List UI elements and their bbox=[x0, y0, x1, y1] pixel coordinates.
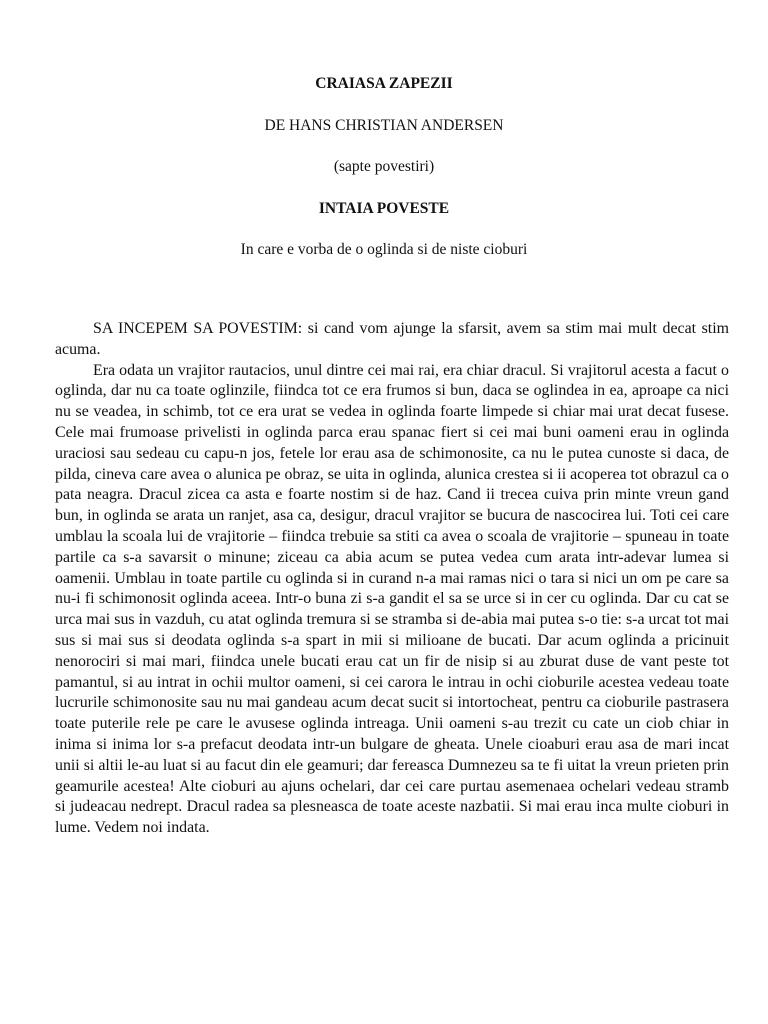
chapter-subtitle: In care e vorba de o oglinda si de niste cioburi bbox=[240, 241, 528, 258]
document-author: DE HANS CHRISTIAN ANDERSEN bbox=[264, 117, 504, 134]
paragraph-main: Era odata un vrajitor rautacios, unul dintre cei mai rai, era chiar dracul. Si vrajitorul acesta a facut o oglinda, dar nu ca toate oglinzile, fiindca tot ce era frumos si bun, daca se oglindea in ea, aproape ca nici nu se veadea, in schimb, tot ce era urat se vedea in oglinda foarte limpede si chiar mai urat decat fusese. Cele mai frumoase privelisti in oglinda parca erau spanac fiert si cei mai buni oameni erau in oglinda uraciosi sau sedeau cu capu-n jos, fetele lor erau asa de schimonosite, ca nu le putea cunoste si daca, de pilda, cineva care avea o alunica pe obraz, se uita in oglinda, alunica crestea si ii acoperea tot obrazul ca o pata neagra. Dracul zicea ca asta e foarte nostim si de haz. Cand ii trecea cuiva prin minte vreun gand bun, in oglinda se arata un ranjet, asa ca, desigur, dracul vrajitor se bucura de nascocirea lui. Toti cei care umblau la scoala lui de vrajitorie – fiindca trebuie sa stiti ca avea o scoala de vrajitorie – spuneau in toate partile ca s-a savarsit o minune; ziceau ca abia acum se putea vedea cum arata intr-adevar lumea si oamenii. Umblau in toate partile cu oglinda si in curand n-a mai ramas nici o tara si nici un om pe care sa nu-i fi schimonosit oglinda aceea. Intr-o buna zi s-a gandit el sa se urce si in cer cu oglinda. Dar cu cat se urca mai sus in vazduh, cu atat oglinda tremura si se stramba si de-abia mai putea s-o tie: s-a urcat tot mai sus si mai sus si deodata oglinda s-a spart in mii si milioane de bucati. Dar acum oglinda a pricinuit nenorociri si mai mari, fiindca unele bucati erau cat un fir de nisip si au zburat duse de vant peste tot pamantul, si au intrat in ochii multor oameni, si cei carora le intrau in ochi cioburile acestea vedeau toate lucrurile schimonosite sau nu mai gandeau acum decat sucit si intortocheat, pentru ca cioburile pastrasera toate puterile rele pe care le avusese oglinda intreaga. Unii oameni s-au trezit cu cate un ciob chiar in inima si inima lor s-a prefacut deodata intr-un bulgare de gheata. Unele cioaburi erau asa de mari incat unii si altii le-au luat si au facut din ele geamuri; dar fereasca Dumnezeu sa te fi uitat la vreun prieten prin geamurile acestea! Alte cioburi au ajuns ochelari, dar cei care purtau asemenaea ochelari vedeau stramb si judeacau nedrept. Dracul radea sa plesneasca de toate aceste nazbatii. Si mai erau inca multe cioburi in lume. Vedem noi indata. bbox=[55, 361, 729, 837]
chapter-title: INTAIA POVESTE bbox=[318, 200, 450, 217]
story-body bbox=[55, 319, 729, 839]
document-subtitle: (sapte povestiri) bbox=[333, 158, 435, 175]
paragraph-intro: SA INCEPEM SA POVESTIM: si cand vom ajunge la sfarsit, avem sa stim mai mult decat stim acuma. bbox=[55, 320, 729, 358]
document-title: CRAIASA ZAPEZII bbox=[315, 75, 453, 92]
